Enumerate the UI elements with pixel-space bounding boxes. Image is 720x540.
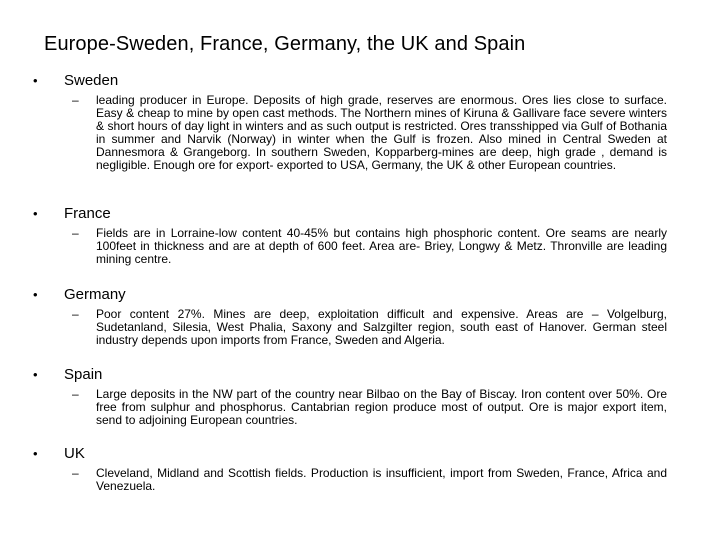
sub-text-spain: Large deposits in the NW part of the country near Bilbao on the Bay of Biscay. Iron content over 50%. Ore free from sulphur and phosphorus. Cantabrian region produce most of output. Ore is major export item, send to adjoining European countries. [96, 387, 667, 427]
sub-text-uk: Cleveland, Midland and Scottish fields. Production is insufficient, import from Sweden, France, Africa and Venezuela. [96, 466, 667, 493]
bullet-label-france: France [64, 205, 111, 222]
sub-item-sweden [0, 94, 720, 172]
bullet-item-sweden [0, 72, 720, 92]
dash-icon: – [72, 93, 79, 107]
bullet-icon: • [33, 446, 38, 461]
sub-item-france [0, 227, 720, 266]
bullet-label-sweden: Sweden [64, 72, 119, 89]
bullet-label-uk: UK [64, 445, 85, 462]
bullet-label-germany: Germany [64, 286, 126, 303]
dash-icon: – [72, 226, 79, 240]
bullet-icon: • [33, 206, 38, 221]
dash-icon: – [72, 307, 79, 321]
bullet-label-spain: Spain [64, 366, 103, 383]
dash-icon: – [72, 466, 79, 480]
slide-title: Europe-Sweden, France, Germany, the UK and Spain [44, 33, 526, 55]
bullet-item-germany [0, 286, 720, 306]
bullet-item-france [0, 205, 720, 225]
bullet-item-spain [0, 366, 720, 386]
sub-text-france: Fields are in Lorraine-low content 40-45% but contains high phosphoric content. Ore seams are nearly 100feet in thickness and are at depth of 600 feet. Area are- Briey, Longwy & Metz. Thronville are leading mining centre. [96, 226, 667, 266]
sub-item-germany [0, 308, 720, 347]
section-sweden [0, 72, 720, 172]
sub-item-uk [0, 467, 720, 493]
bullet-item-uk [0, 445, 720, 465]
sub-item-spain [0, 388, 720, 427]
section-france [0, 205, 720, 266]
bullet-icon: • [33, 287, 38, 302]
dash-icon: – [72, 387, 79, 401]
sub-text-germany: Poor content 27%. Mines are deep, exploitation difficult and expensive. Areas are – Volgelburg, Sudetanland, Silesia, West Phalia, Saxony and Salzgilter region, south east of Hanover. German steel industry depends upon imports from France, Sweden and Algeria. [96, 307, 667, 347]
bullet-icon: • [33, 73, 38, 88]
section-uk [0, 445, 720, 493]
bullet-icon: • [33, 367, 38, 382]
sub-text-sweden: leading producer in Europe. Deposits of high grade, reserves are enormous. Ores lies close to surface. Easy & cheap to mine by open cast methods. The Northern mines of Kiruna & Gallivare face severe winters & short hours of day light in winters and as such output is restricted. Ores transshipped via Gulf of Bothania in summer and Narvik (Norway) in winter when the Gulf is frozen. Also mined in Central Sweden at Dannesmora & Grangeborg. In southern Sweden, Kopparberg-mines are deep, high grade , demand is negligible. Enough ore for export- exported to USA, Germany, the UK & other European countries. [96, 93, 667, 172]
section-germany [0, 286, 720, 347]
section-spain [0, 366, 720, 427]
